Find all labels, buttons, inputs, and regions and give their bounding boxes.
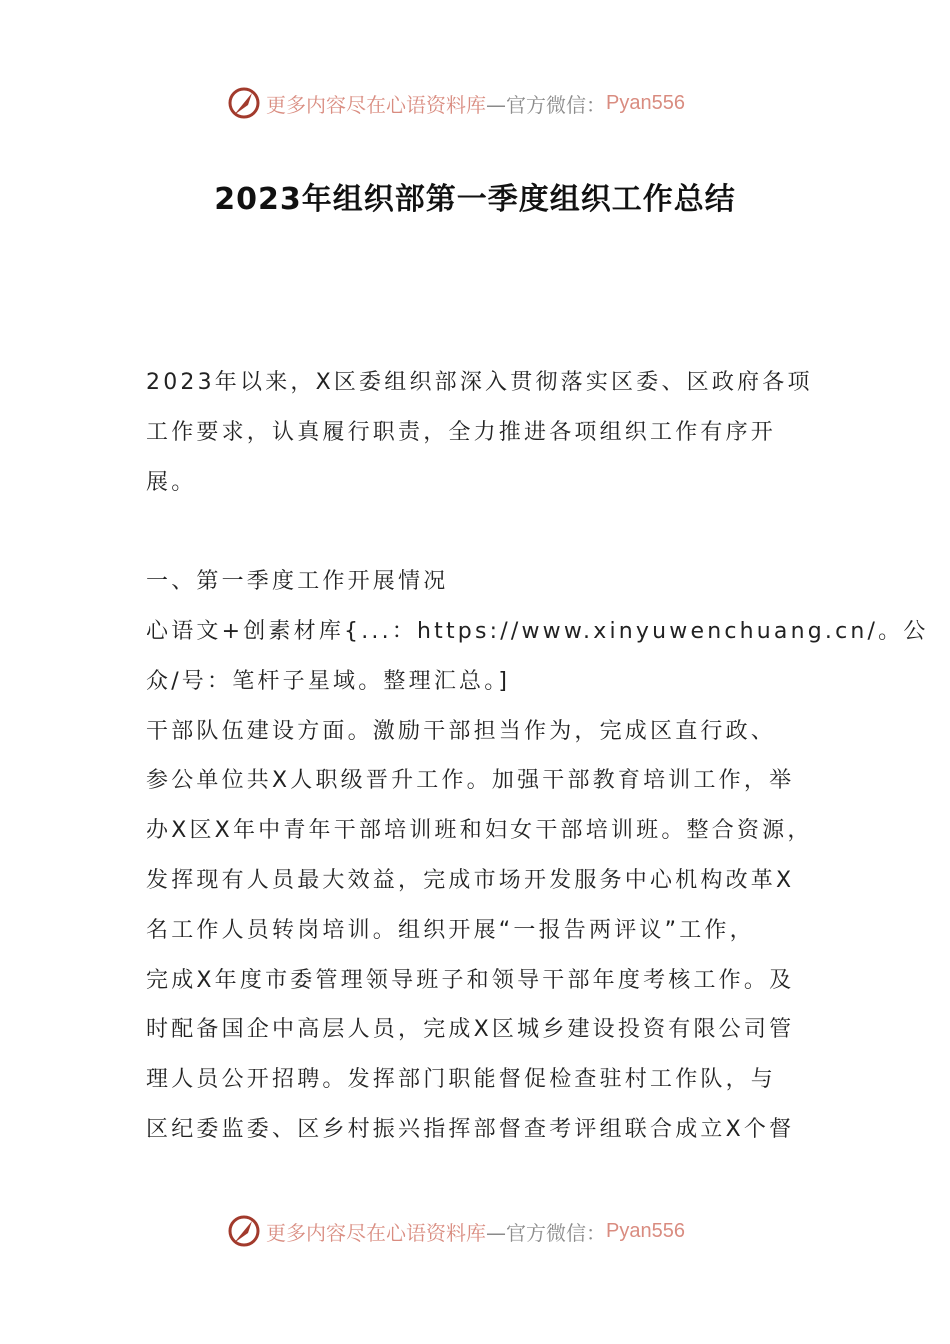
text-line: 时配备国企中高层人员，完成X区城乡建设投资有限公司管 [146,1017,795,1043]
paragraph-gap [146,507,826,557]
watermark-sep: —官方微信： [486,92,606,117]
text-line: 发挥现有人员最大效益，完成市场开发服务中心机构改革X [146,867,795,893]
paragraph [146,358,826,507]
text-line: 心语文+创素材库{...：https://www.xinyuwenchuang.cn/。公 [146,618,929,644]
watermark-wechat: Pyan556 [606,91,685,114]
text-line: 一、第一季度工作开展情况 [146,569,449,595]
document-title: 2023年组织部第一季度组织工作总结 [214,182,736,217]
text-line: 参公单位共X人职级晋升工作。加强干部教育培训工作，举 [146,768,795,794]
watermark-sep: —官方微信： [486,1220,606,1245]
text-line: 名工作人员转岗培训。组织开展“一报告两评议”工作， [146,917,755,943]
paragraph [146,707,826,1155]
text-line: 2023年以来，X区委组织部深入贯彻落实区委、区政府各项 [146,370,813,395]
watermark-site: 更多内容尽在心语资料库 [266,92,486,117]
text-line: 办X区X年中青年干部培训班和妇女干部培训班。整合资源， [146,818,813,844]
text-line: 完成X年度市委管理领导班子和领导干部年度考核工作。及 [146,967,795,993]
text-line: 理人员公开招聘。发挥部门职能督促检查驻村工作队，与 [146,1067,777,1093]
header-watermark [226,83,685,123]
footer-watermark [226,1211,685,1251]
text-line: 展。 [146,469,197,495]
watermark-site: 更多内容尽在心语资料库 [266,1220,486,1245]
paragraph [146,557,826,607]
text-line: 干部队伍建设方面。激励干部担当作为，完成区直行政、 [146,718,777,744]
quill-logo-icon [226,1213,262,1249]
text-line: 工作要求，认真履行职责，全力推进各项组织工作有序开 [146,419,777,445]
quill-logo-icon [226,85,262,121]
paragraph [146,607,929,707]
document-body [146,358,929,1155]
text-line: 区纪委监委、区乡村振兴指挥部督查考评组联合成立X个督 [146,1116,795,1142]
text-line: 众/号：笔杆子星域。整理汇总。] [146,668,511,694]
watermark-wechat: Pyan556 [606,1219,685,1242]
